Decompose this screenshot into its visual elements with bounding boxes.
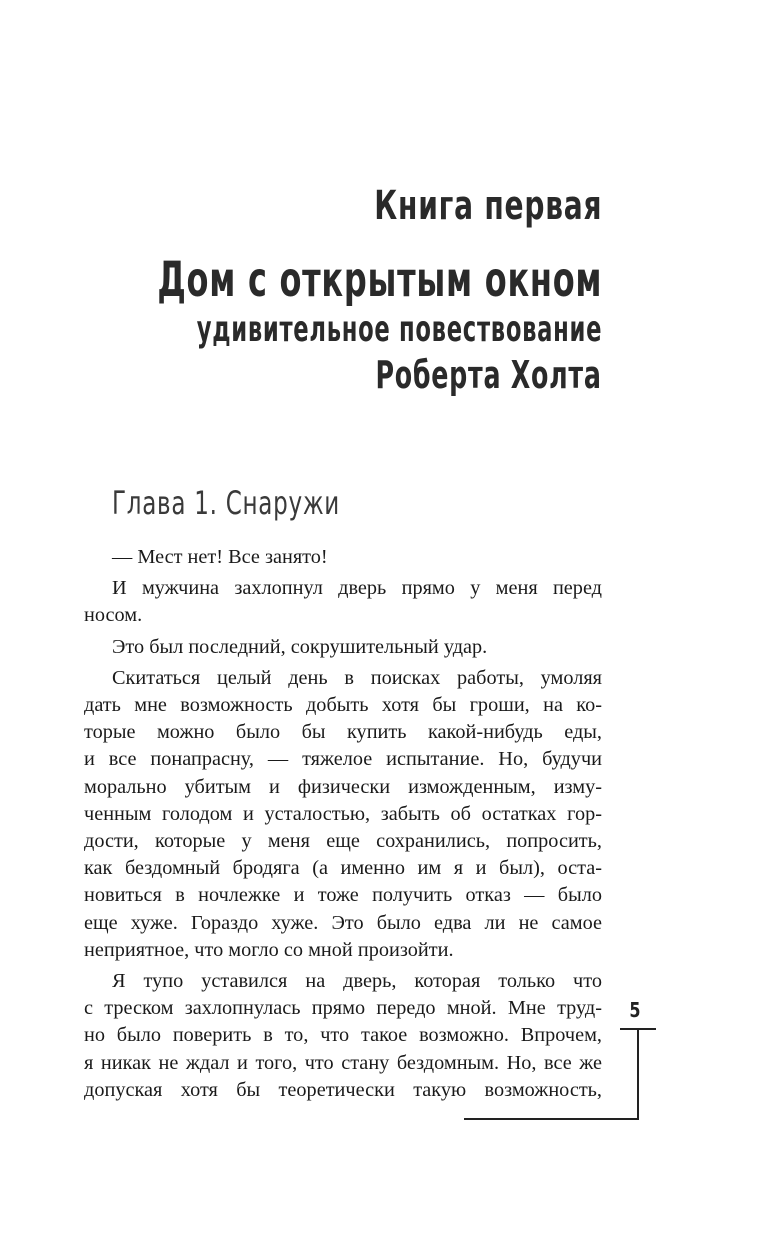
text-line: торые можно было бы купить какой-нибудь еды, — [84, 721, 602, 744]
chapter-title: Глава 1. Снаружи — [112, 484, 341, 522]
paragraph — [84, 544, 602, 571]
body-text — [84, 544, 602, 1108]
book-label: Книга первая — [374, 183, 602, 229]
text-line: Это был последний, сокрушительный удар. — [112, 635, 488, 658]
folio-rule — [464, 1118, 639, 1120]
text-line: с треском захлопнулась прямо передо мной. Мне труд- — [84, 997, 602, 1020]
paragraph — [84, 575, 602, 629]
text-line: я никак не ждал и того, что стану бездомным. Но, все же — [84, 1051, 602, 1074]
text-line: дости, которые у меня еще сохранились, попросить, — [84, 830, 602, 853]
text-line: и все понапрасну, — тяжелое испытание. Но, будучи — [84, 748, 602, 771]
text-line: допуская хотя бы теоретически такую возможность, — [84, 1078, 602, 1101]
text-line: еще хуже. Гораздо хуже. Это было едва ли не самое — [84, 911, 602, 934]
paragraph — [84, 665, 602, 964]
text-line: Скитаться целый день в поисках работы, умоляя — [112, 666, 602, 689]
text-line: новиться в ночлежке и тоже получить отказ — было — [84, 884, 602, 907]
text-line: — Мест нет! Все занято! — [112, 546, 328, 568]
book-subtitle: удивительное повествование — [196, 309, 602, 350]
folio-rule — [637, 1028, 639, 1120]
text-line: И мужчина захлопнул дверь прямо у меня перед — [112, 577, 602, 600]
text-line: как бездомный бродяга (а именно им я и был), оста- — [84, 857, 602, 880]
text-line: морально убитым и физически изможденным, изму- — [84, 775, 602, 798]
book-title: Дом с открытым окном — [157, 252, 602, 308]
text-line: дать мне возможность добыть хотя бы гроши, на ко- — [84, 694, 602, 717]
text-line: Я тупо уставился на дверь, которая только что — [112, 970, 602, 993]
paragraph — [84, 634, 602, 661]
book-author: Роберта Холта — [375, 353, 602, 397]
page-number: 5 — [629, 998, 641, 1022]
text-line: но было поверить в то, что такое возможно. Впрочем, — [84, 1024, 602, 1047]
paragraph — [84, 968, 602, 1104]
text-line: ченным голодом и усталостью, забыть об остатках гор- — [84, 802, 602, 825]
text-line: носом. — [84, 604, 143, 627]
text-line: неприятное, что могло со мной произойти. — [84, 938, 454, 961]
